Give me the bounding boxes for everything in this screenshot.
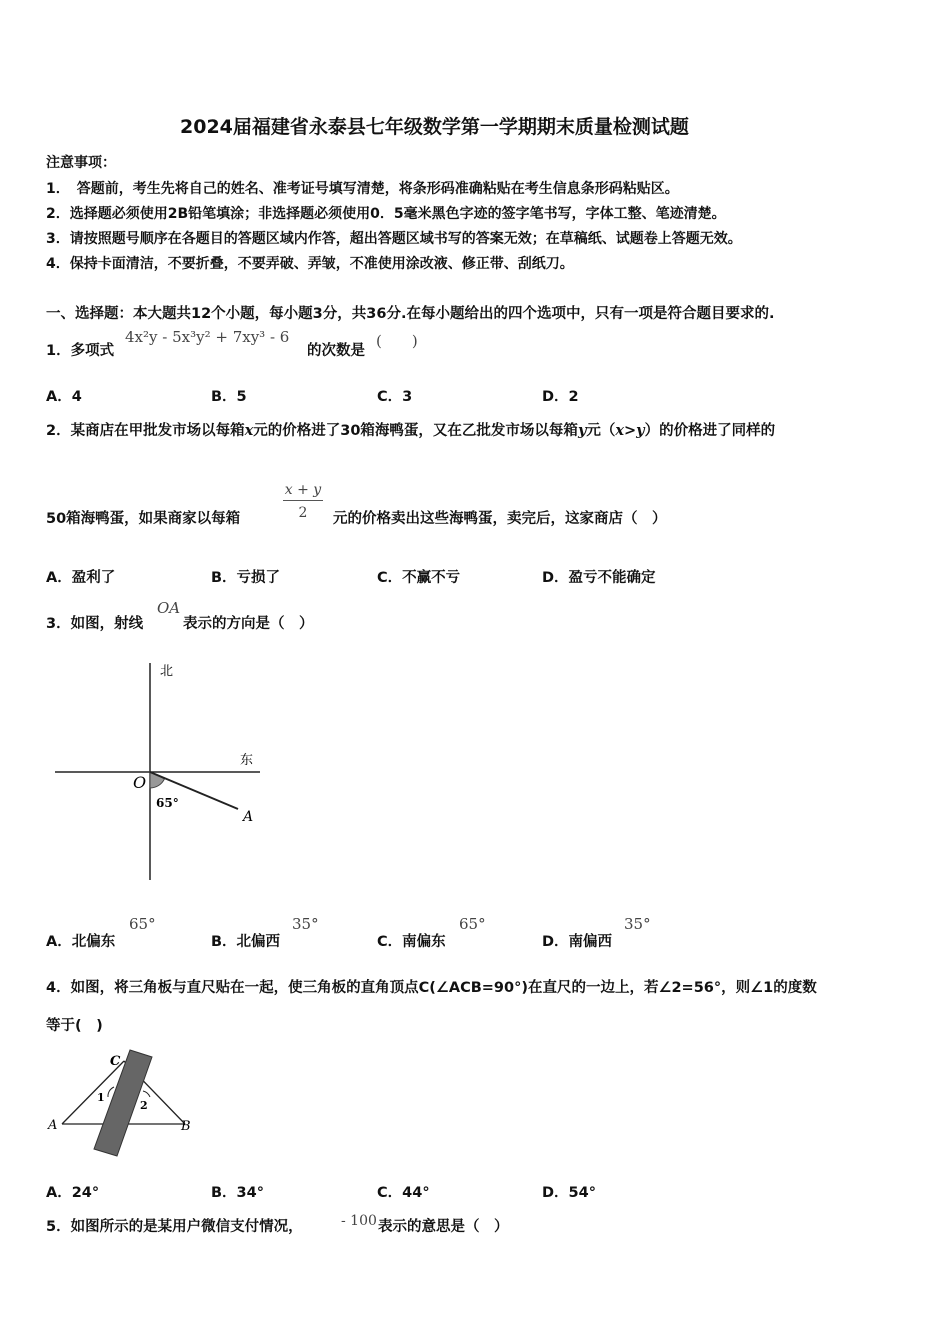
label-angle-1: 1 (97, 1091, 105, 1104)
label-a: A (48, 1118, 58, 1133)
q1-prefix: 1．多项式 (46, 343, 115, 359)
q3-option-d-degree: 35° (624, 915, 651, 933)
q2-option-c[interactable]: C．不赢不亏 (377, 570, 461, 586)
q1-suffix: 的次数是 (307, 343, 365, 359)
q3-option-c[interactable] (377, 930, 446, 951)
q5-suffix: 表示的意思是（ ） (378, 1219, 509, 1235)
angle-2-arc-icon (143, 1091, 150, 1097)
q2-text-c: 元（ (586, 423, 616, 439)
label-b: B (181, 1119, 191, 1134)
q3-option-b[interactable] (211, 930, 280, 951)
q4-option-c[interactable]: C．44° (377, 1185, 430, 1201)
q2-var-y: y (577, 422, 587, 439)
q2-text-b: 元的价格进了30箱海鸭蛋，又在乙批发市场以每箱 (253, 423, 578, 439)
q2-text-d: ）的价格进了同样的 (644, 423, 776, 439)
q1-paren: ( ) (376, 332, 418, 350)
notice-item-2: 2．选择题必须使用2B铅笔填涂；非选择题必须使用0．5毫米黑色字迹的签字笔书写，字体工整、笔迹清楚。 (46, 206, 726, 222)
q1-expression: 4x²y - 5x³y² + 7xy³ - 6 (125, 328, 290, 346)
q4-option-b[interactable]: B．34° (211, 1185, 264, 1201)
q1-option-b[interactable]: B．5 (211, 389, 247, 405)
q3-option-a-label: A．北偏东 (46, 934, 116, 950)
q2-text-a: 2．某商店在甲批发市场以每箱 (46, 423, 245, 439)
page-title: 2024届福建省永泰县七年级数学第一学期期末质量检测试题 (180, 116, 689, 138)
q3-suffix: 表示的方向是（ ） (183, 616, 314, 632)
label-c: C (110, 1054, 121, 1069)
q2-option-a[interactable]: A．盈利了 (46, 570, 116, 586)
notice-item-1: 1． 答题前，考生先将自己的姓名、准考证号填写清楚，将条形码准确粘贴在考生信息条形码粘贴区。 (46, 181, 679, 197)
q2-condition: x>y (615, 422, 645, 439)
q5-value: - 100 (341, 1213, 377, 1229)
q3-ray: OA (157, 599, 181, 617)
q2-line-2a: 50箱海鸭蛋，如果商家以每箱 (46, 511, 241, 527)
label-point-a: A (243, 809, 254, 825)
q2-option-d[interactable]: D．盈亏不能确定 (542, 570, 656, 586)
notice-heading: 注意事项： (46, 155, 116, 171)
label-origin: O (133, 773, 147, 792)
notice-item-3: 3．请按照题号顺序在各题目的答题区域内作答，超出答题区域书写的答案无效；在草稿纸、试题卷上答题无效。 (46, 231, 742, 247)
question-1 (46, 339, 114, 360)
notice-item-4: 4．保持卡面清洁，不要折叠，不要弄破、弄皱，不准使用涂改液、修正带、刮纸刀。 (46, 256, 574, 272)
label-east: 东 (240, 753, 254, 768)
q2-frac-numerator: x + y (284, 482, 322, 498)
q1-option-c[interactable]: C．3 (377, 389, 413, 405)
label-angle-65: 65° (156, 796, 179, 810)
label-north: 北 (160, 664, 174, 679)
q2-line-1 (46, 419, 775, 440)
q2-var-x: x (244, 422, 254, 439)
q3-option-a-degree: 65° (129, 915, 156, 933)
label-angle-2: 2 (140, 1099, 148, 1112)
q2-frac-denominator: 2 (298, 505, 308, 521)
q1-option-d[interactable]: D．2 (542, 389, 579, 405)
section-heading: 一、选择题：本大题共12个小题，每小题3分，共36分.在每小题给出的四个选项中，只有一项是符合题目要求的. (46, 306, 775, 322)
q3-prefix: 3．如图，射线 (46, 616, 144, 632)
q3-option-a[interactable] (46, 930, 115, 951)
q3-option-b-label: B．北偏西 (211, 934, 281, 950)
q3-option-b-degree: 35° (292, 915, 319, 933)
q4-option-d[interactable]: D．54° (542, 1185, 596, 1201)
q3-option-c-degree: 65° (459, 915, 486, 933)
q1-option-a[interactable]: A．4 (46, 389, 82, 405)
q5-prefix: 5．如图所示的是某用户微信支付情况， (46, 1219, 303, 1235)
q4-line-2: 等于( ) (46, 1018, 103, 1034)
q3-compass-figure (50, 655, 270, 890)
q2-option-b[interactable]: B．亏损了 (211, 570, 281, 586)
q3-option-c-label: C．南偏东 (377, 934, 446, 950)
q3-option-d[interactable] (542, 930, 612, 951)
q2-line-2b: 元的价格卖出这些海鸭蛋，卖完后，这家商店（ ） (333, 511, 667, 527)
q4-option-a[interactable]: A．24° (46, 1185, 100, 1201)
q4-triangle-ruler-figure (44, 1045, 204, 1160)
q2-fraction (279, 482, 327, 521)
q4-line-1: 4．如图，将三角板与直尺贴在一起，使三角板的直角顶点C(∠ACB=90°)在直尺的一边上，若∠2=56°，则∠1的度数 (46, 980, 817, 996)
q3-option-d-label: D．南偏西 (542, 934, 613, 950)
